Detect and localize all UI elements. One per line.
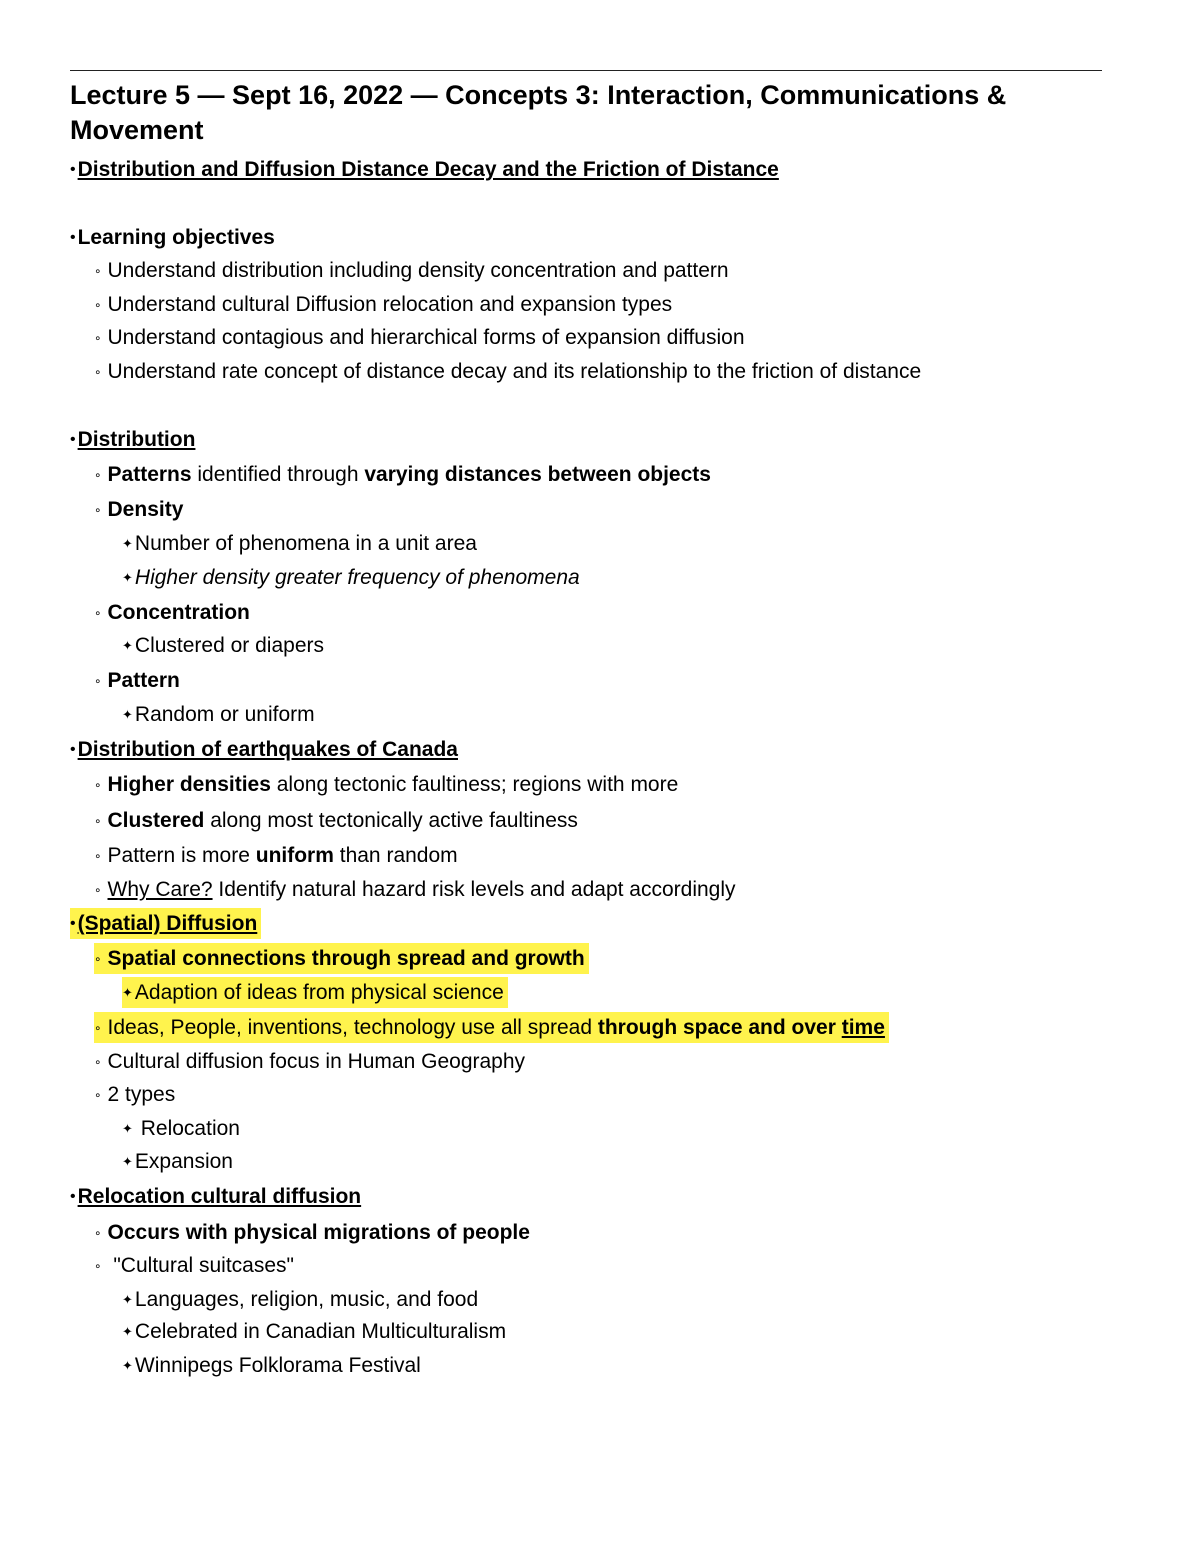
bullet-circle-icon: ∘ [94,778,102,792]
list-item [94,359,921,385]
item-text: than random [333,844,458,867]
bullet-dot-icon: • [70,1188,76,1205]
section-heading: Distribution of earthquakes of Canada [77,738,458,761]
item-text: Number of phenomena in a unit area [134,532,477,555]
bullet-diamond-icon: ✦ [122,707,133,722]
list-item [94,325,745,351]
item-text: identified through [191,463,365,486]
bullet-diamond-icon: ✦ [122,1358,133,1373]
bullet-circle-icon: ∘ [94,883,102,897]
item-text: Expansion [134,1150,233,1173]
list-item [122,1287,478,1313]
list-item [122,1319,506,1345]
list-item [94,1253,294,1279]
list-item [94,462,711,488]
bullet-diamond-icon: ✦ [122,536,133,551]
item-text: Languages, religion, music, and food [134,1288,479,1311]
item-text-italic: Higher density greater frequency of phenomena [134,566,580,589]
bullet-circle-icon: ∘ [94,365,102,379]
bullet-circle-icon: ∘ [94,503,102,517]
item-text: Winnipegs Folklorama Festival [134,1354,421,1377]
item-text: Identify natural hazard risk levels and adapt accordingly [212,878,736,901]
bullet-dot-icon: • [70,161,76,178]
item-text-underlined: Why Care? [107,878,213,901]
list-item [122,1149,233,1175]
item-text: Understand contagious and hierarchical forms of expansion diffusion [107,326,745,349]
item-text: Celebrated in Canadian Multiculturalism [134,1320,507,1343]
item-text: along most tectonically active faultiness [204,809,578,832]
page-title: Lecture 5 — Sept 16, 2022 — Concepts 3: Interaction, Communications & Movement [70,80,1007,145]
list-item [94,843,458,869]
bullet-circle-icon: ∘ [94,468,102,482]
list-item [70,1184,361,1210]
section-heading: Relocation cultural diffusion [77,1185,362,1208]
bullet-circle-icon: ∘ [94,814,102,828]
bullet-circle-icon: ∘ [94,264,102,278]
list-item [94,292,672,318]
item-text-bold: Pattern [107,669,180,692]
bullet-circle-icon: ∘ [94,674,102,688]
list-item [70,911,261,937]
list-item [94,668,180,694]
list-item [94,808,578,834]
section-heading: Learning objectives [77,226,275,249]
item-text: Random or uniform [134,703,315,726]
list-item [122,565,580,591]
item-text-bold: uniform [255,844,334,867]
item-text: Adaption of ideas from physical science [134,981,504,1004]
section-heading: Distribution and Diffusion Distance Decay and the Friction of Distance [77,158,779,181]
list-item [70,737,458,763]
list-item [94,258,729,284]
list-item [70,225,275,251]
bullet-circle-icon: ∘ [94,1259,102,1273]
item-text: Clustered or diapers [134,634,324,657]
list-item [122,531,477,557]
item-text-bold: Clustered [107,809,205,832]
bullet-diamond-icon: ✦ [122,1292,133,1307]
item-text-bold-underlined: time [841,1016,885,1039]
list-item [122,980,508,1006]
bullet-diamond-icon: ✦ [122,1324,133,1339]
bullet-diamond-icon: ✦ [122,570,133,585]
item-text: Understand rate concept of distance decay and its relationship to the friction of distance [107,360,922,383]
item-text-bold: Patterns [107,463,192,486]
list-item [94,600,250,626]
bullet-diamond-icon: ✦ [122,985,133,1000]
list-item [94,1082,175,1108]
section-heading: Distribution [77,428,196,451]
list-item [94,946,589,972]
item-text: along tectonic faultiness; regions with more [270,773,679,796]
section-heading: (Spatial) Diffusion [77,912,258,935]
list-item [122,1353,421,1379]
item-text: 2 types [107,1083,176,1106]
list-item [94,1015,889,1041]
item-text-bold: Occurs with physical migrations of people [107,1221,530,1244]
list-item [94,497,183,523]
item-text: Understand distribution including density concentration and pattern [107,259,729,282]
item-text-bold: Spatial connections through spread and growth [107,947,585,970]
list-item [94,772,678,798]
item-text-bold: Density [107,498,184,521]
bullet-diamond-icon: ✦ [122,1121,133,1136]
bullet-circle-icon: ∘ [94,606,102,620]
bullet-circle-icon: ∘ [94,1088,102,1102]
bullet-dot-icon: • [70,229,76,246]
bullet-circle-icon: ∘ [94,331,102,345]
list-item [122,1116,240,1142]
item-text: "Cultural suitcases" [107,1254,294,1277]
item-text-bold: varying distances between objects [364,463,711,486]
list-item [94,1049,525,1075]
bullet-diamond-icon: ✦ [122,1154,133,1169]
bullet-circle-icon: ∘ [94,298,102,312]
bullet-circle-icon: ∘ [94,849,102,863]
list-item [70,427,195,453]
item-text: Ideas, People, inventions, technology use all spread [107,1016,598,1039]
item-text: Understand cultural Diffusion relocation and expansion types [107,293,673,316]
list-item [94,877,736,903]
top-rule [70,70,1102,71]
bullet-circle-icon: ∘ [94,1055,102,1069]
bullet-circle-icon: ∘ [94,952,102,966]
bullet-dot-icon: • [70,915,76,932]
item-text: Cultural diffusion focus in Human Geography [107,1050,526,1073]
item-text-bold: Concentration [107,601,250,624]
item-text: Relocation [134,1117,240,1140]
list-item [70,157,779,183]
list-item [94,1220,530,1246]
item-text-bold: through space and over [597,1016,842,1039]
item-text-bold: Higher densities [107,773,271,796]
item-text: Pattern is more [107,844,256,867]
bullet-diamond-icon: ✦ [122,638,133,653]
bullet-dot-icon: • [70,741,76,758]
bullet-circle-icon: ∘ [94,1226,102,1240]
bullet-circle-icon: ∘ [94,1021,102,1035]
list-item [122,702,315,728]
list-item [122,633,324,659]
bullet-dot-icon: • [70,431,76,448]
